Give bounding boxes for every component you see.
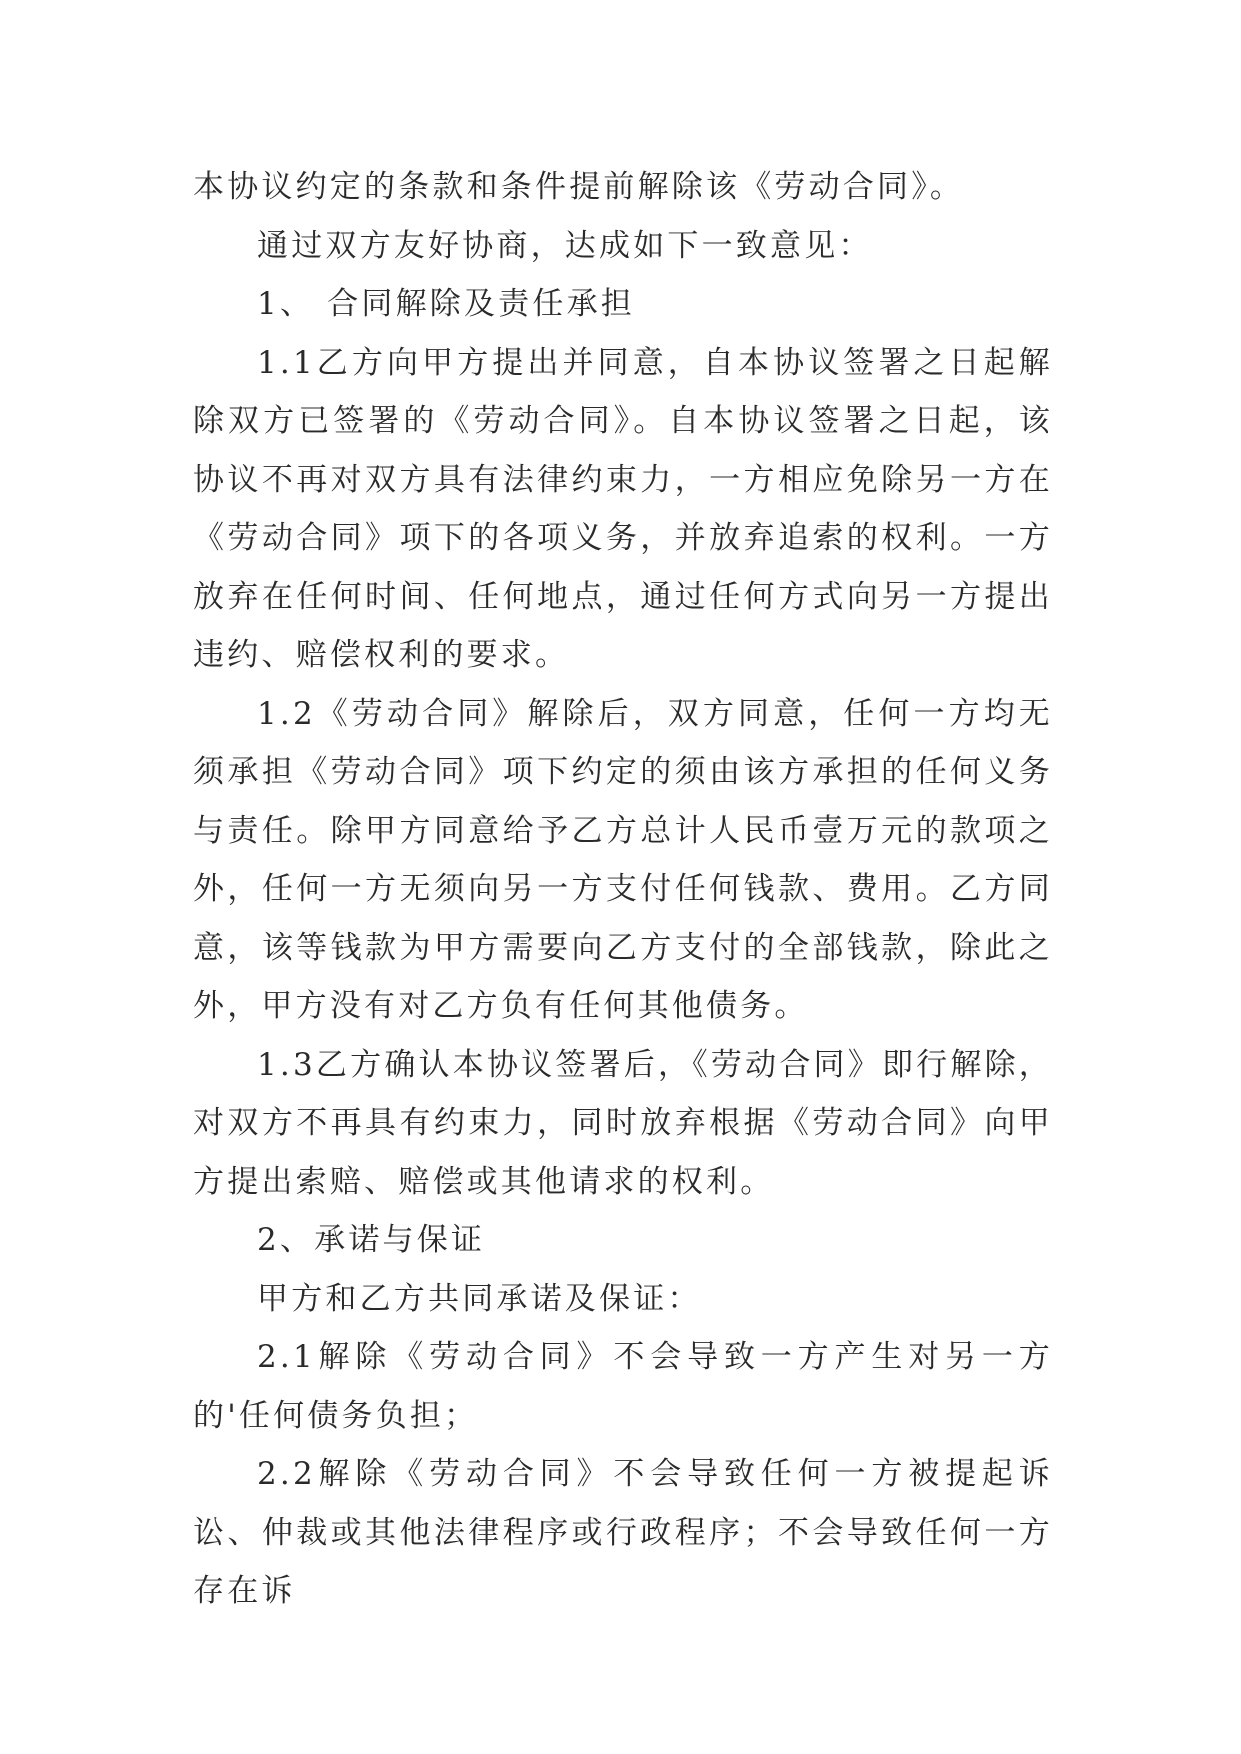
document-body (193, 158, 1053, 1621)
clause-2-1: 2.1解除《劳动合同》不会导致一方产生对另一方的'任何债务负担； (193, 1339, 1053, 1434)
clause-1-1: 1.1乙方向甲方提出并同意，自本协议签署之日起解除双方已签署的《劳动合同》。自本协议签署之日起，该协议不再对双方具有法律约束力，一方相应免除另一方在《劳动合同》项下的各项义务，并放弃追索的权利。一方放弃在任何时间、任何地点，通过任何方式向另一方提出违约、赔偿权利的要求。 (193, 344, 1053, 673)
paragraph-continuation: 本协议约定的条款和条件提前解除该《劳动合同》。 (193, 169, 965, 205)
section-heading-1: 1、 合同解除及责任承担 (257, 286, 635, 322)
paragraph-intro: 通过双方友好协商，达成如下一致意见： (257, 227, 873, 264)
clause-1-3: 1.3乙方确认本协议签署后，《劳动合同》即行解除，对双方不再具有约束力，同时放弃根据《劳动合同》向甲方提出索赔、赔偿或其他请求的权利。 (193, 1046, 1053, 1200)
paragraph-commitment-intro: 甲方和乙方共同承诺及保证： (257, 1280, 702, 1317)
section-heading-2: 2、承诺与保证 (257, 1222, 486, 1258)
clause-1-2: 1.2《劳动合同》解除后，双方同意，任何一方均无须承担《劳动合同》项下约定的须由该方承担的任何义务与责任。除甲方同意给予乙方总计人民币壹万元的款项之外，任何一方无须向另一方支付任何钱款、费用。乙方同意，该等钱款为甲方需要向乙方支付的全部钱款，除此之外，甲方没有对乙方负有任何其他债务。 (193, 695, 1053, 1024)
clause-2-2: 2.2解除《劳动合同》不会导致任何一方被提起诉讼、仲裁或其他法律程序或行政程序；不会导致任何一方存在诉 (193, 1456, 1053, 1609)
